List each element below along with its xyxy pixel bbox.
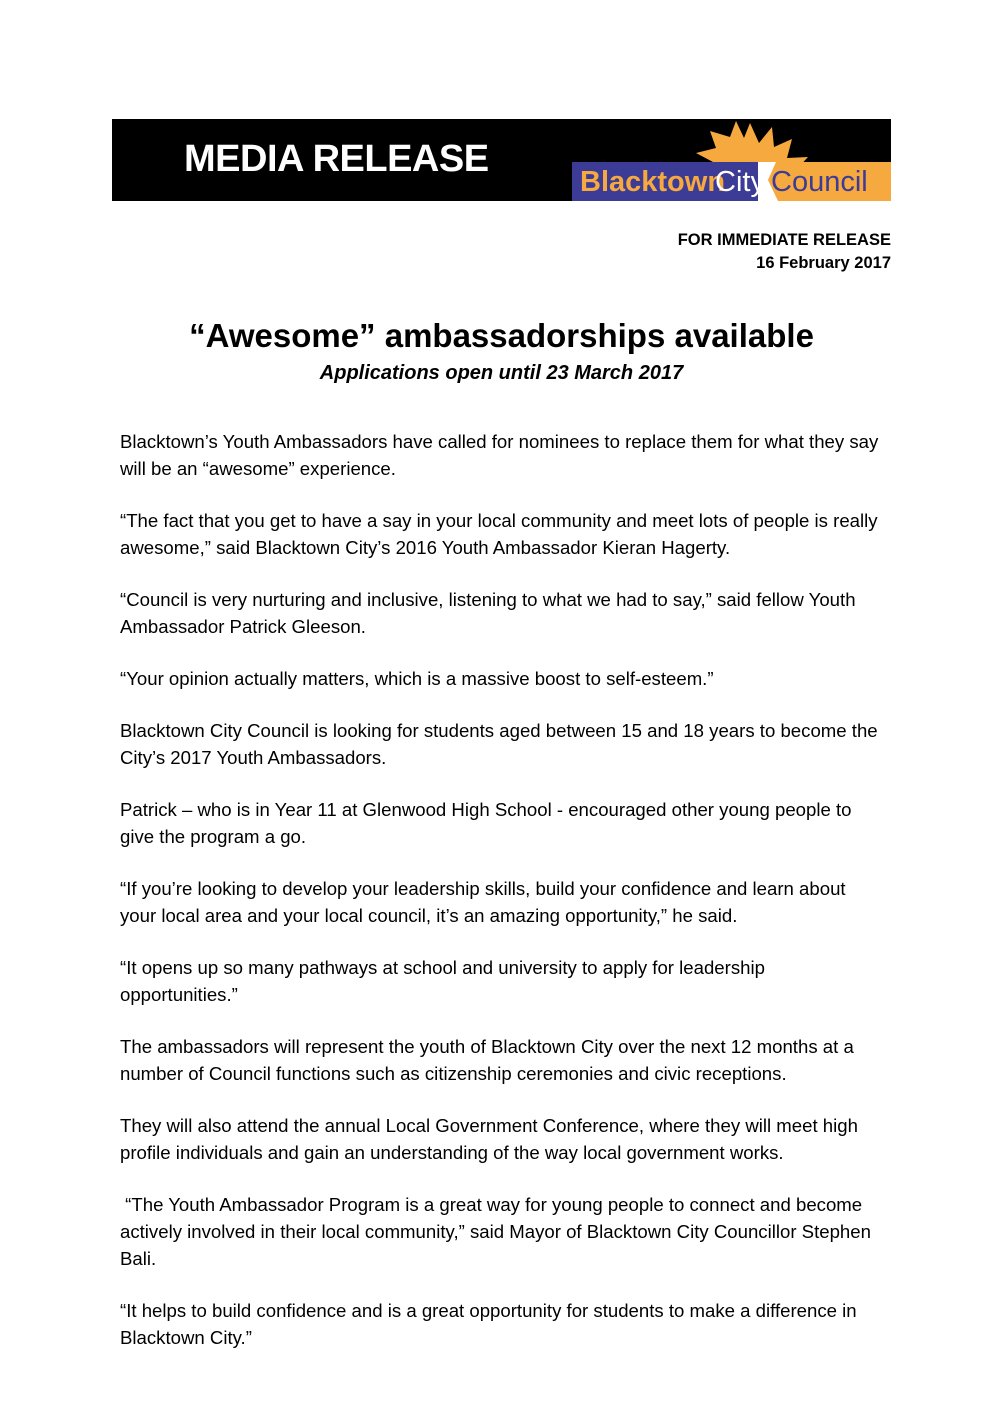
body-paragraph: Blacktown City Council is looking for students aged between 15 and 18 years to become the City’s 2017 Youth Ambassadors. bbox=[120, 720, 883, 768]
masthead-bar bbox=[112, 119, 891, 201]
release-date: 16 February 2017 bbox=[756, 254, 891, 272]
logo-word-blacktown: Blacktown bbox=[580, 166, 726, 198]
body-paragraph: Blacktown’s Youth Ambassadors have called for nominees to replace them for what they say will be an “awesome” experience. bbox=[120, 431, 884, 479]
body-paragraph: “Council is very nurturing and inclusive, listening to what we had to say,” said fellow Youth Ambassador Patrick Gleeson. bbox=[120, 589, 860, 637]
headline: “Awesome” ambassadorships available bbox=[189, 317, 814, 354]
blacktown-city-council-logo bbox=[572, 119, 891, 201]
body-paragraph: “If you’re looking to develop your leadership skills, build your confidence and learn about your local area and your local council, it’s an amazing opportunity,” he said. bbox=[120, 878, 851, 926]
body-paragraph: “Your opinion actually matters, which is a massive boost to self-esteem.” bbox=[120, 668, 714, 689]
body-paragraph: Patrick – who is in Year 11 at Glenwood High School - encouraged other young people to give the program a go. bbox=[120, 799, 857, 847]
immediate-release-label: FOR IMMEDIATE RELEASE bbox=[677, 231, 891, 249]
subheadline: Applications open until 23 March 2017 bbox=[319, 362, 684, 384]
council-logo-graphic bbox=[572, 119, 891, 201]
body-paragraph: “It opens up so many pathways at school and university to apply for leadership opportunities.” bbox=[120, 957, 771, 1005]
body-paragraph: The ambassadors will represent the youth of Blacktown City over the next 12 months at a number of Council functions such as citizenship ceremonies and civic receptions. bbox=[120, 1036, 859, 1084]
logo-word-council: Council bbox=[771, 166, 868, 198]
release-meta bbox=[678, 229, 891, 275]
body-paragraph: They will also attend the annual Local Government Conference, where they will meet high profile individuals and gain an understanding of the way local government works. bbox=[120, 1115, 864, 1163]
body-paragraph: “The Youth Ambassador Program is a great way for young people to connect and become actively involved in their local community,” said Mayor of Blacktown City Councillor Stephen Bali. bbox=[120, 1194, 877, 1269]
logo-word-city: City bbox=[715, 166, 765, 198]
page-title: MEDIA RELEASE bbox=[184, 138, 489, 180]
body-copy bbox=[120, 428, 884, 1351]
body-paragraph: “The fact that you get to have a say in your local community and meet lots of people is really awesome,” said Blacktown City’s 2016 Youth Ambassador Kieran Hagerty. bbox=[120, 510, 883, 558]
body-paragraph: “It helps to build confidence and is a great opportunity for students to make a difference in Blacktown City.” bbox=[120, 1300, 862, 1348]
headline-block bbox=[112, 316, 891, 386]
